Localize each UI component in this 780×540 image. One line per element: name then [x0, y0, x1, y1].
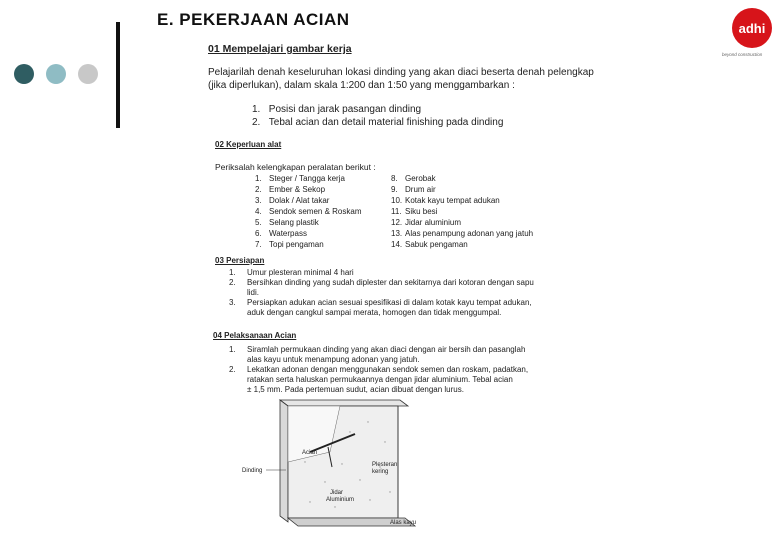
list-text: Persiapkan adukan acian sesuai spesifikasi di dalam kotak kayu tempat adukan,: [247, 298, 532, 307]
list-number: 11.: [391, 207, 402, 216]
tool-item: Waterpass: [269, 229, 307, 238]
label-jidar-1: Jidar: [330, 490, 344, 496]
list-text: Tebal acian dan detail material finishing pada dinding: [268, 117, 504, 128]
list-number: 2.: [255, 185, 262, 194]
list-number: 2.: [252, 117, 261, 128]
section-1-list: [252, 103, 503, 129]
list-number: 6.: [255, 229, 262, 238]
list-number: 7.: [255, 240, 262, 249]
tools-row: [255, 239, 533, 250]
tool-item: Steger / Tangga kerja: [269, 174, 345, 183]
list-number: 4.: [255, 207, 262, 216]
section-heading-1: 01 Mempelajari gambar kerja: [208, 43, 352, 55]
list-number: 1.: [229, 268, 236, 277]
list-number: 5.: [255, 218, 262, 227]
tool-item: Sabuk pengaman: [405, 240, 468, 249]
tool-item: Alas penampung adonan yang jatuh: [405, 229, 534, 238]
tool-item: Drum air: [405, 185, 436, 194]
list-number: 1.: [252, 104, 261, 115]
list-number: 3.: [229, 298, 236, 307]
section-2-intro: Periksalah kelengkapan peralatan berikut :: [215, 162, 376, 172]
list-text: Posisi dan jarak pasangan dinding: [268, 104, 422, 115]
tool-item: Ember & Sekop: [269, 185, 326, 194]
paragraph-line: Pelajarilah denah keseluruhan lokasi dinding yang akan diaci beserta denah pelengkap: [208, 67, 594, 78]
tools-row: [255, 228, 533, 239]
list-text: lidi.: [247, 288, 260, 297]
list-number: 2.: [229, 278, 236, 287]
list-number: 10.: [391, 196, 403, 205]
logo-text: adhi: [738, 20, 766, 36]
plastering-illustration: [240, 392, 440, 530]
decor-dot-gray: [78, 64, 98, 84]
list-item: [252, 116, 503, 129]
list-item: [229, 268, 534, 278]
list-item: [229, 365, 528, 395]
list-number: 14.: [391, 240, 403, 249]
section-heading-3: 03 Persiapan: [215, 256, 265, 265]
section-heading-2: 02 Keperluan alat: [215, 140, 282, 149]
list-text: ± 1,5 mm. Pada pertemuan sudut, acian dibuat dengan lurus.: [247, 385, 464, 394]
list-text: Bersihkan dinding yang sudah diplester dan sekitarnya dari kotoran dengan sapu: [247, 278, 534, 287]
section-3-list: [229, 268, 534, 318]
list-number: 13.: [391, 229, 403, 238]
list-number: 8.: [391, 174, 398, 183]
list-number: 1.: [255, 174, 262, 183]
decor-dot-light: [46, 64, 66, 84]
tools-row: [255, 206, 533, 217]
tool-item: Jidar aluminium: [405, 218, 462, 227]
tools-row: [255, 217, 533, 228]
list-number: 3.: [255, 196, 262, 205]
wall-left-side: [280, 400, 288, 522]
company-logo: [732, 8, 772, 48]
list-item: [229, 345, 528, 365]
label-jidar-2: Aluminium: [326, 497, 355, 503]
tool-item: Selang plastik: [269, 218, 319, 227]
list-text: Umur plesteran minimal 4 hari: [247, 268, 354, 277]
tools-list: [255, 173, 533, 250]
list-text: alas kayu untuk menampung adonan yang jatuh.: [247, 355, 420, 364]
tools-row: [255, 173, 533, 184]
list-number: 1.: [229, 345, 236, 354]
list-text: aduk dengan cangkul sampai merata, homogen dan tidak menggumpal.: [247, 308, 502, 317]
tool-item: Kotak kayu tempat adukan: [405, 196, 500, 205]
list-number: 2.: [229, 365, 236, 374]
list-item: [229, 278, 534, 298]
tool-item: Gerobak: [405, 174, 436, 183]
logo-tagline: beyond construction: [722, 52, 763, 57]
list-text: Siramlah permukaan dinding yang akan diaci dengan air bersih dan pasanglah: [247, 345, 526, 354]
list-number: 12.: [391, 218, 403, 227]
list-number: 9.: [391, 185, 398, 194]
list-text: Lekatkan adonan dengan menggunakan sendok semen dan roskam, padatkan,: [247, 365, 529, 374]
label-acian: Acian: [302, 450, 318, 456]
wall-top-edge: [280, 400, 408, 406]
label-dinding: Dinding: [242, 468, 263, 474]
tool-item: Sendok semen & Roskam: [269, 207, 362, 216]
title-accent-bar: [116, 22, 120, 128]
label-plesteran-2: kering: [372, 469, 389, 475]
list-item: [252, 103, 503, 116]
label-plesteran-1: Plesteran: [372, 462, 398, 468]
list-text: ratakan serta haluskan permukaannya dengan jidar aluminium. Tebal acian: [247, 375, 513, 384]
section-1-paragraph: [208, 66, 594, 92]
list-item: [229, 298, 534, 318]
decor-dot-dark: [14, 64, 34, 84]
tools-row: [255, 195, 533, 206]
tools-row: [255, 184, 533, 195]
section-4-list: [229, 345, 528, 395]
slide-title: E. PEKERJAAN ACIAN: [157, 10, 350, 29]
paragraph-line: (jika diperlukan), dalam skala 1:200 dan 1:50 yang menggambarkan :: [208, 80, 515, 91]
tool-item: Dolak / Alat takar: [269, 196, 330, 205]
tool-item: Topi pengaman: [269, 240, 324, 249]
section-heading-4: 04 Pelaksanaan Acian: [213, 331, 297, 340]
label-alas: Alas kayu: [390, 520, 417, 526]
tool-item: Siku besi: [405, 207, 438, 216]
